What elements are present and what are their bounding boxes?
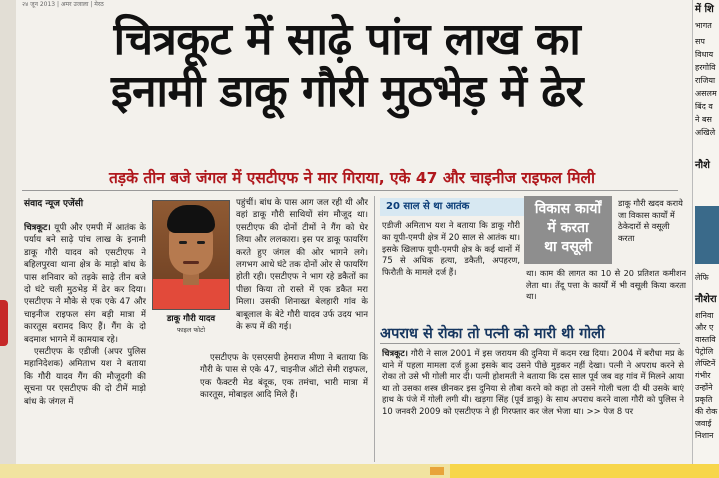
gray-box-line-2: में करता — [547, 220, 589, 236]
right-adjacent-column — [692, 0, 719, 478]
gray-callout-box — [524, 196, 612, 264]
headline — [18, 14, 676, 118]
photo-hair — [167, 205, 215, 233]
left-edge-red-mark — [0, 300, 8, 346]
edge-line-14: शनिवा — [695, 311, 714, 320]
column-1-paragraph-2: एसटीएफ के एडीजी (अपर पुलिस महानिदेशक) अमिताभ यश ने बताया कि गौरी यादव गैंग की मौजूदगी की सूचना पर एसटीएफ की दो टीमें माड़ो बांध के जंगल में — [24, 347, 146, 407]
edge-line-17: पेट्रोलि — [695, 347, 714, 356]
headline-line-2: इनामी डाकू गौरी मुठभेड़ में ढेर — [111, 66, 583, 117]
headline-line-1: चित्रकूट में साढ़े पांच लाख का — [113, 14, 581, 65]
bottom-strip — [0, 464, 719, 478]
edge-line-6: राजिया — [695, 76, 716, 85]
column-1-paragraph-1: यूपी और एमपी में आतंक के पर्याय बने साढ़े पांच लाख के इनामी डाकू गौरी यादव को एसटीएफ ने बहिलपुरवा थाना क्षेत्र के माड़ो बांध के पास शनिवार को तड़के साढ़े तीन बजे दो घंटे चली मुठभेड़ में ढेर कर दिया। एसटीएफ ने मौके से एक एके 47 और चाइनीज राइफल संग बड़ी मात्रा में कारतूस बरामद किए हैं। गैंग के दो बदमाश भागने में कामयाब रहे। — [24, 223, 146, 345]
bottom-strip-mark — [430, 467, 444, 475]
edge-line-13: नौशेरा — [695, 294, 717, 305]
section-2-heading: अपराध से रोका तो पत्नी को मारी थी गोली — [380, 326, 605, 342]
edge-line-20: उन्होंने — [695, 383, 713, 392]
edge-line-11: नौशे — [695, 160, 710, 171]
edge-line-9: ने बस — [695, 115, 712, 124]
edge-line-1: में शि — [695, 4, 714, 15]
photo-caption-name: डाकू गौरी यादव — [166, 314, 216, 324]
edge-line-12: लेफि — [695, 273, 709, 282]
subheadline: तड़के तीन बजे जंगल में एसटीएफ ने मार गिराया, एके 47 और चाइनीज राइफल मिली — [108, 169, 596, 187]
edge-line-19: गंभीर — [695, 371, 711, 380]
edge-line-5: हरगोवि — [695, 63, 716, 72]
section-2-text — [382, 348, 684, 462]
edge-photo — [695, 206, 719, 264]
box-text: एडीजी अमिताभ यश ने बताया कि डाकू गौरी का यूपी-एमपी क्षेत्र में 20 साल से आतंक था। इसके खिलाफ यूपी-एमपी क्षेत्र के कई थानों में 75 से अधिक हत्या, डकैती, अपहरण, फिरौती के मामले दर्ज हैं। — [382, 220, 520, 278]
gray-box-line-1: विकास कार्यों — [534, 201, 602, 217]
section-2-body: गौरी ने साल 2001 में इस जरायम की दुनिया में कदम रख दिया। 2004 में बरौधा मप्र के थाने में पहला मामला दर्ज हुआ इसके बाद उसने पीछे मुड़कर नहीं देखा। पत्नी ने अपराध करने से रोका तो उसे भी गोली मार दी। पत्नी होशमती ने बताया कि दस साल पूर्व जब वह गांव में मिलने आया था तो उसका शस्त्र छीनकर इस दुनिया से तौबा करने को कहा तो उसने गोली चला दी थी उसके बाएं हाथ के पंजे में गोली लगी थी। खड़गा सिंह (पूर्व डाकू) के साथ अपराध करने वाला गौरी को पुलिस ने 10 जनवरी 2009 को एसटीएफ ने ही गिरफ्तार कर जेल भेजा था। >> पेज 8 पर — [382, 348, 684, 416]
left-page-edge — [0, 0, 16, 478]
top-strip-text: २४ जून 2013 | अमर उजाला | मेरठ — [22, 1, 104, 8]
edge-line-16: वास्तवि — [695, 335, 716, 344]
article-column-1 — [24, 222, 146, 462]
edge-line-15: और ए — [695, 323, 714, 332]
edge-line-8: बिंद व — [695, 102, 713, 111]
article-column-2-bottom — [200, 352, 368, 464]
edge-line-18: लेफ्टिनें — [695, 359, 716, 368]
photo-caption-note: फाइल फोटो — [176, 326, 205, 334]
article-column-2-top — [236, 197, 368, 345]
callout-bottom-text: था। काम की लागत का 10 से 20 प्रतिशत कमीशन लेता था। तेंदू पत्ता के कार्यों में भी वसूली किया करता था। — [526, 268, 686, 301]
edge-line-10: अखिले — [695, 128, 716, 137]
dateline: चित्रकूट। — [24, 223, 51, 233]
column-2-paragraph-1: पहुंचीं। बांध के पास आग जल रही थी और वहां डाकू गौरी साथियों संग मौजूद था। एसटीएफ की दोनों टीमों ने गैंग को घेर लिया और ललकारा। इस पर डाकू फायरिंग करते हुए जंगल की ओर भागने लगे। लगभग आधे घंटे तक दोनों ओर से फायरिंग होती रही। एसटीएफ ने भाग रहे डकैतों का पीछा किया तो रास्ते में एक डकैत मरा मिला। उसकी शिनाख्त बेलहारी गांव के बाबूलाल के बेटे गौरी यादव उर्फ उदय भान के रूप में की गई। — [236, 198, 368, 333]
section-2-dateline: चित्रकूट। — [382, 348, 408, 358]
column-divider — [374, 196, 375, 462]
byline: संवाद न्यूज एजेंसी — [24, 199, 84, 209]
edge-line-22: की रोक — [695, 407, 718, 416]
edge-line-23: जवाई — [695, 419, 712, 428]
edge-line-4: विधाय — [695, 50, 714, 59]
edge-line-7: असलम — [695, 89, 717, 98]
callout-side-text: डाकू गौरी खदव कराये जा विकास कार्यों में ठेकेदारों से वसूली करता — [618, 198, 683, 243]
section-2-rule — [380, 343, 680, 344]
column-2-paragraph-2: एसटीएफ के एसएसपी हेमराज मीणा ने बताया कि गौरी के पास से एके 47, चाइनीज ऑटो सेमी राइफल, एक फैक्टरी मेड बंदूक, एक तमंचा, भारी मात्रा में कारतूस, मोबाइल आदि मिले हैं। — [200, 353, 368, 401]
box-heading: 20 साल से था आतंक — [380, 198, 524, 216]
dacoit-photo — [152, 200, 230, 310]
edge-line-24: निशान — [695, 431, 714, 440]
subhead-rule — [22, 190, 678, 191]
edge-line-3: सप — [695, 37, 705, 46]
bottom-strip-yellow — [450, 464, 719, 478]
gray-box-line-3: था वसूली — [544, 239, 592, 255]
edge-line-21: प्रकृति — [695, 395, 713, 404]
edge-line-2: भागत — [695, 21, 712, 30]
